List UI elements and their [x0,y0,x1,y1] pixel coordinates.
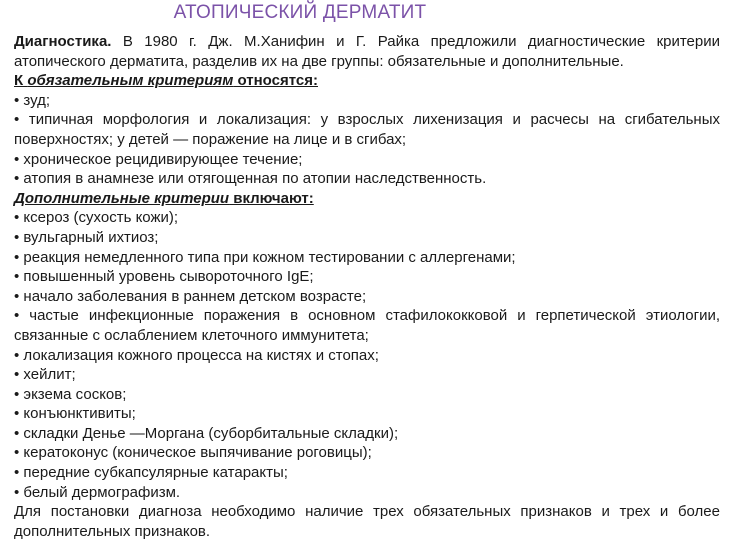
additional-criteria-heading [14,189,720,209]
intro-text: В 1980 г. Дж. М.Ханифин и Г. Райка предложили диагностические критерии атопического дерматита, разделив их на две группы: обязательные и дополнительные. [14,33,720,70]
list-item: • локализация кожного процесса на кистях и стопах; [14,346,379,364]
additional-head-emphasis: Дополнительные критерии [14,189,230,207]
list-item: • хроническое рецидивирующее течение; [14,150,303,168]
mandatory-criteria-heading [14,71,720,91]
mandatory-head-prefix: К [14,72,28,90]
mandatory-head-suffix: относятся: [233,72,318,90]
list-item: • складки Денье —Моргана (суборбитальные складки); [14,424,399,442]
list-item: • белый дермографизм. [14,483,181,501]
conclusion-paragraph: Для постановки диагноза необходимо наличие трех обязательных признаков и трех и более дополнительных признаков. [14,503,720,540]
list-item: • частые инфекционные поражения в основном стафилококковой и герпетической этиологии, связанные с ослаблением клеточного иммунитета; [14,307,720,344]
list-item: • кератоконус (коническое выпячивание роговицы); [14,444,372,462]
list-item: • экзема сосков; [14,385,127,403]
document-body [14,32,720,541]
list-item: • вульгарный ихтиоз; [14,228,159,246]
list-item: • зуд; [14,91,51,109]
list-item: • типичная морфология и локализация: у взрослых лихенизация и расчесы на сгибательных поверхностях; у детей — поражение на лице и в сгибах; [14,111,720,148]
list-item: • ксероз (сухость кожи); [14,209,179,227]
list-item: • повышенный уровень сывороточного IgE; [14,268,314,286]
list-item: • атопия в анамнезе или отягощенная по атопии наследственность. [14,170,487,188]
list-item: • начало заболевания в раннем детском возрасте; [14,287,367,305]
list-item: • конъюнктивиты; [14,405,136,423]
additional-head-suffix: включают: [229,189,314,207]
page-title: АТОПИЧЕСКИЙ ДЕРМАТИТ [173,2,427,23]
list-item: • передние субкапсулярные катаракты; [14,464,288,482]
intro-lead: Диагностика. [14,33,112,50]
intro-paragraph [14,32,720,71]
list-item: • реакция немедленного типа при кожном тестировании с аллергенами; [14,248,516,266]
mandatory-head-emphasis: обязательным критериям [27,72,234,90]
list-item: • хейлит; [14,366,76,384]
